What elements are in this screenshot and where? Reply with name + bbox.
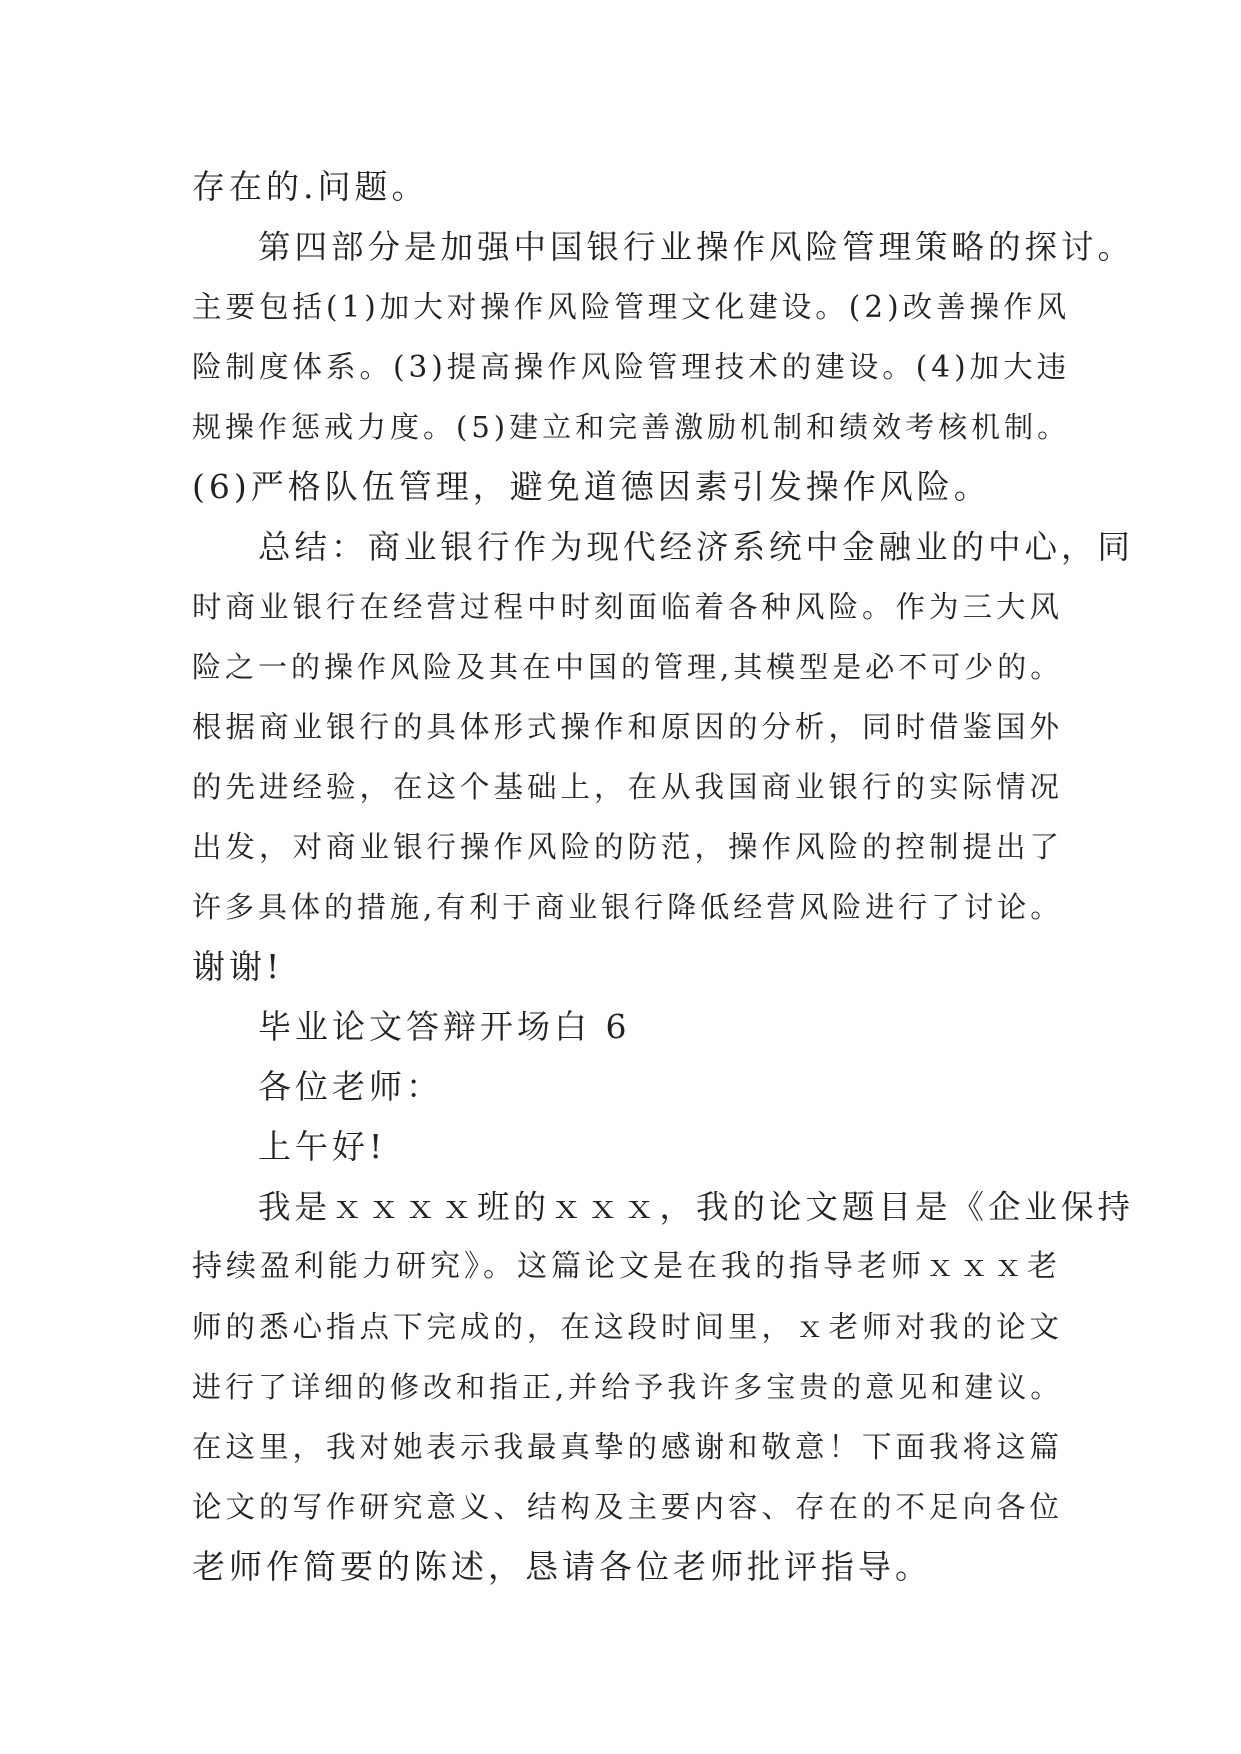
- text-line: 根据商业银行的具体形式操作和原因的分析，同时借鉴国外: [192, 710, 1064, 744]
- text-line: 师的悉心指点下完成的，在这段时间里，ｘ老师对我的论文: [192, 1310, 1064, 1344]
- text-line: 我是ｘｘｘｘ班的ｘｘｘ，我的论文题目是《企业保持: [258, 1188, 1135, 1226]
- text-line: 上午好!: [258, 1127, 387, 1166]
- text-line: (6)严格队伍管理，避免道德因素引发操作风险。: [192, 467, 991, 506]
- text-line: 各位老师：: [258, 1067, 443, 1106]
- text-line: 第四部分是加强中国银行业操作风险管理策略的探讨。: [258, 228, 1135, 266]
- text-line: 在这里，我对她表示我最真挚的感谢和敬意！下面我将这篇: [192, 1430, 1064, 1464]
- text-line: 存在的.问题。: [192, 167, 429, 206]
- text-line: 进行了详细的修改和指正,并给予我许多宝贵的意见和建议。: [192, 1370, 1064, 1404]
- text-line: 谢谢!: [192, 947, 284, 986]
- text-line: 持续盈利能力研究》。这篇论文是在我的指导老师ｘｘｘ老: [192, 1249, 1061, 1284]
- text-line: 老师作简要的陈述，恳请各位老师批评指导。: [192, 1547, 932, 1586]
- text-line: 规操作惩戒力度。(5)建立和完善激励机制和绩效考核机制。: [192, 410, 1071, 444]
- text-line: 许多具体的措施,有利于商业银行降低经营风险进行了讨论。: [192, 890, 1064, 924]
- text-line: 险之一的操作风险及其在中国的管理,其模型是必不可少的。: [192, 650, 1064, 684]
- text-line: 险制度体系。(3)提高操作风险管理技术的建设。(4)加大违: [192, 350, 1071, 384]
- section-heading: 毕业论文答辩开场白 6: [258, 1007, 631, 1046]
- text-line: 的先进经验，在这个基础上，在从我国商业银行的实际情况: [192, 770, 1064, 804]
- text-line: 总结：商业银行作为现代经济系统中金融业的中心，同: [258, 528, 1135, 566]
- text-line: 出发，对商业银行操作风险的防范，操作风险的控制提出了: [192, 830, 1064, 864]
- text-line: 主要包括(1)加大对操作风险管理文化建设。(2)改善操作风: [192, 290, 1071, 324]
- text-line: 论文的写作研究意义、结构及主要内容、存在的不足向各位: [192, 1490, 1064, 1524]
- text-line: 时商业银行在经营过程中时刻面临着各种风险。作为三大风: [192, 590, 1064, 624]
